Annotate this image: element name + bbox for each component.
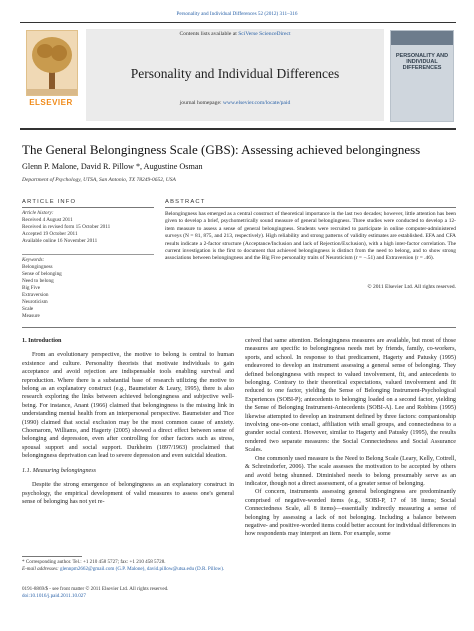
- doi-link[interactable]: doi:10.1016/j.paid.2011.10.027: [22, 592, 86, 599]
- keywords-label: Keywords:: [22, 257, 45, 263]
- keyword: Big Five: [22, 285, 41, 291]
- article-info-heading: ARTICLE INFO: [22, 199, 77, 205]
- abstract-body: Belongingness has emerged as a central construct of theoretical importance in the last two decades; however, little attention has been given to develop a brief, psychometrically sound measure of general belongingness. Three studies were conducted to develop a 12-item measure to assess a sense of general belongingness. Students were recruited to participate in online computer-administered surveys (N = 81, 875, and 213, respectively). High reliability and strong patterns of validity estimates are established. EFA and CFA results indicate a 2-factor structure (Acceptance/Inclusion and lack of Rejection/Exclusion), with a high inter-factor correlation. The current investigation is the first to document that achieved belongingness is distinct from the need to belong, and to show strong associations between belongingness and the Big Five personality traits of Neuroticism (r = −.51) and Extraversion (r = .46).: [165, 211, 456, 262]
- author-affiliation: Department of Psychology, UTSA, San Antonio, TX 78249-0652, USA: [22, 177, 176, 183]
- subsection-heading: 1.1. Measuring belongingness: [22, 467, 97, 474]
- abstract-rule: [165, 207, 456, 208]
- contents-available-line: [86, 31, 384, 37]
- keyword: Neuroticism: [22, 299, 48, 305]
- issn-block: [22, 586, 234, 599]
- footnotes: [22, 559, 234, 572]
- cover-band: [391, 31, 453, 45]
- right-column: [245, 337, 456, 539]
- sciencedirect-link[interactable]: SciVerse ScienceDirect: [238, 31, 291, 37]
- issn-line: 0191-8869/$ - see front matter © 2011 Elsevier Ltd. All rights reserved.: [22, 586, 169, 592]
- email-label: E-mail addresses:: [22, 565, 61, 572]
- section-heading: 1. Introduction: [22, 338, 62, 344]
- keywords-rule: [22, 254, 154, 255]
- keywords-list: [22, 257, 154, 320]
- paragraph: ceived that same attention. Belongingness measures are available, but most of those measures are specific to belongingness needs met by friends, family, co-workers, sports, and school. In response to that predicament, Hagerty and Patusky (1995) endeavored to develop an instrument assessing a general sense of belonging. They defined belongingness with respect to valued involvement, fit, and antecedents to belonging. Contrary to their theoretical expectations, valued involvement and fit reduced to one factor, yielding the Sense of Belonging Instrument-Psychological Experiences (SOBI-P); antecedents to belonging loaded on a second factor, yielding the Sense of Belonging Instrument-Antecedents (SOBI-A). Lee and Robbins (1995) likewise attempted to develop an instrument defined by three factors: companionship involving one-on-one contact, affiliation with small groups, and connectedness to a grander social context. However, similar to Hagerty and Patusky (1995), the results rendered two separate measures: the Social Connectedness and Social Assurance Scales.: [245, 338, 456, 454]
- footnote-rule: [22, 556, 82, 557]
- corresponding-author-note: * Corresponding author. Tel.: +1 210 458 5727; fax: +1 210 458 5728.: [22, 559, 166, 565]
- article-authors: Glenn P. Malone, David R. Pillow *, Augustine Osman: [22, 162, 203, 171]
- article-info-rule: [22, 207, 154, 208]
- email-links[interactable]: glennpm2662@gmail.com (G.P. Malone), david.pillow@utsa.edu (D.R. Pillow).: [60, 565, 225, 572]
- history-item: Available online 16 November 2011: [22, 238, 98, 244]
- email-note: [22, 566, 234, 573]
- journal-homepage-line: [86, 100, 384, 106]
- front-matter-rule: [22, 327, 456, 328]
- keyword: Sense of belonging: [22, 271, 62, 277]
- keyword: Belongingness: [22, 264, 53, 270]
- article-title: The General Belongingness Scale (GBS): Assessing achieved belongingness: [22, 142, 421, 157]
- keyword: Measure: [22, 313, 40, 319]
- left-column: [22, 337, 234, 506]
- paragraph: Of concern, instruments assessing general belongingness are predominantly comprised of negative-worded items (e.g., SOBI-P, 17 of 18 items; Social Connectedness Scale, all 8 items)—essentially indirectly measuring a sense of belonging by assessing a lack of not belonging. Including a balance between negative- and positive-worded items could better account for individual differences in how respondents may interpret an item. For example, some: [245, 489, 456, 538]
- keyword: Extraversion: [22, 292, 49, 298]
- elsevier-logo: [22, 26, 80, 122]
- abstract-heading: ABSTRACT: [165, 199, 206, 205]
- abstract-copyright: © 2011 Elsevier Ltd. All rights reserved.: [367, 284, 456, 290]
- header-bottom-rule: [20, 128, 456, 130]
- history-item: Accepted 19 October 2011: [22, 231, 78, 237]
- journal-cover-thumbnail: [390, 30, 454, 122]
- history-label: Article history:: [22, 210, 54, 216]
- paragraph: Despite the strong emergence of belongingness as an explanatory construct in psychology, the empirical development of valid measures to assess one's general sense of belonging has not yet re-: [22, 482, 234, 505]
- contents-prefix: Contents lists available at: [179, 31, 239, 37]
- paragraph: One commonly used measure is the Need to Belong Scale (Leary, Kelly, Cottrell, & Schreindorfer, 2006). The scale assesses the motivation to be accepted by others and avoid being shunned. Diminished needs to belong presumably serve as an indicator, though not a direct assessment, of a greater sense of belonging.: [245, 455, 456, 487]
- history-item: Received in revised form 15 October 2011: [22, 224, 111, 230]
- keyword: Scale: [22, 306, 34, 312]
- paragraph: From an evolutionary perspective, the motive to belong is central to human existence and culture. Personality theorists that motivate individuals to gain acceptance and avoid rejection are indispensable tools enabling survival and reproduction. Where there is a substantial base of research utilizing the motive to belong as an explanatory construct (e.g., Baumeister & Leary, 1995), there is also research exploring the links between achieved belongingness and subjective well-being. For instance, Anant (1966) claimed that belongingness is the missing link in understanding mental health from an interpersonal perspective. Baumeister and Tice (1990) claimed that social exclusion may be the most common cause of anxiety. Choenarom, Williams, and Hagerty (2005) showed a direct effect between sense of belonging and depression, even after controlling for other factors such as stress, spousal support and social support. Durkheim (1897/1963) proclaimed that belongingness deprivation can lead to severe depression and even suicidal ideation.: [22, 352, 234, 460]
- elsevier-wordmark: ELSEVIER: [29, 98, 73, 107]
- header-top-rule: [20, 22, 456, 23]
- article-history: [22, 210, 154, 245]
- journal-citation[interactable]: Personality and Individual Differences 52 (2012) 311–316: [176, 11, 298, 17]
- homepage-link[interactable]: www.elsevier.com/locate/paid: [222, 100, 291, 106]
- history-item: Received 4 August 2011: [22, 217, 73, 223]
- cover-title: PERSONALITY AND INDIVIDUAL DIFFERENCES: [395, 53, 449, 71]
- journal-title: Personality and Individual Differences: [130, 66, 340, 81]
- homepage-prefix: journal homepage:: [179, 100, 223, 106]
- tree-logo-icon: [26, 30, 78, 96]
- keyword: Need to belong: [22, 278, 54, 284]
